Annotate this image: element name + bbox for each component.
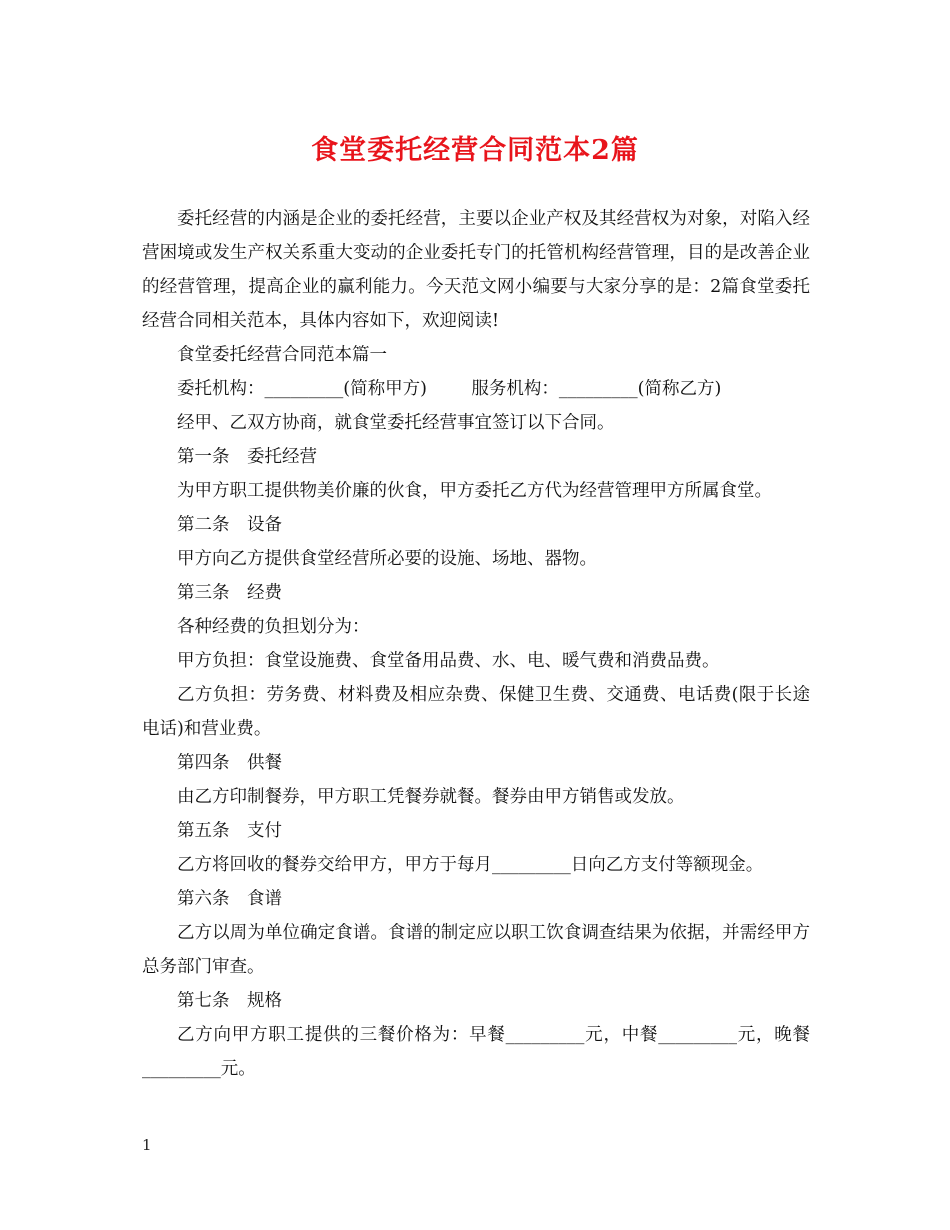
article-4-text: 由乙方印制餐券，甲方职工凭餐券就餐。餐券由甲方销售或发放。 [177,787,685,807]
article-7-mid-1: 元，中餐 [584,1025,659,1045]
party-a-label: 委托机构： [177,379,265,399]
article-6-text: 乙方以周为单位确定食谱。食谱的制定应以职工饮食调查结果为依据，并需经甲方总务部门审查。 [142,923,810,977]
parties-line [142,372,810,406]
article-7-blank-dinner: _________ [142,1059,221,1079]
party-b-label: 服务机构： [471,379,559,399]
article-5-text-post: 日向乙方支付等额现金。 [570,855,764,875]
article-3-text: 各种经费的负担划分为： [177,617,370,637]
page-number: 1 [142,1136,152,1154]
article-2-text: 甲方向乙方提供食堂经营所必要的设施、场地、器物。 [177,549,597,569]
article-7-mid-2: 元，晚餐 [736,1025,811,1045]
article-5-text-pre: 乙方将回收的餐券交给甲方，甲方于每月 [177,855,492,875]
agreement-line: 经甲、乙双方协商，就食堂委托经营事宜签订以下合同。 [177,413,615,433]
article-3-heading: 第三条 经费 [177,583,282,603]
document-title: 食堂委托经营合同范本2篇 [311,135,639,166]
party-b-blank: _________ [558,379,638,399]
article-3-party-b: 乙方负担：劳务费、材料费及相应杂费、保健卫生费、交通费、电话费(限于长途电话)和营业费。 [142,685,810,739]
section-heading: 食堂委托经营合同范本篇一 [177,345,387,365]
article-7-post: 元。 [220,1059,256,1079]
party-a-blank: _________ [264,379,344,399]
article-7-text [142,1018,810,1086]
article-5-blank: _________ [492,855,571,875]
article-7-heading: 第七条 规格 [177,991,282,1011]
article-6-heading: 第六条 食谱 [177,889,282,909]
article-3-party-a: 甲方负担：食堂设施费、食堂备用品费、水、电、暖气费和消费品费。 [177,651,720,671]
article-2-heading: 第二条 设备 [177,515,282,535]
party-a-note: (简称甲方) [343,379,427,399]
article-5-heading: 第五条 支付 [177,821,282,841]
document-body [142,202,810,1086]
intro-paragraph: 委托经营的内涵是企业的委托经营，主要以企业产权及其经营权为对象，对陷入经营困境或发生产权关系重大变动的企业委托专门的托管机构经营管理，目的是改善企业的经营管理，提高企业的赢利能力。今天范文网小编要与大家分享的是：2篇食堂委托经营合同相关范本，具体内容如下，欢迎阅读! [142,209,810,331]
article-7-blank-lunch: _________ [658,1025,737,1045]
article-1-heading: 第一条 委托经营 [177,447,317,467]
article-4-heading: 第四条 供餐 [177,753,282,773]
article-7-pre: 乙方向甲方职工提供的三餐价格为：早餐 [177,1025,506,1045]
article-7-blank-breakfast: _________ [505,1025,585,1045]
article-1-text: 为甲方职工提供物美价廉的伙食，甲方委托乙方代为经营管理甲方所属食堂。 [177,481,772,501]
party-b-note: (简称乙方) [637,379,722,399]
article-5-text [142,848,810,882]
